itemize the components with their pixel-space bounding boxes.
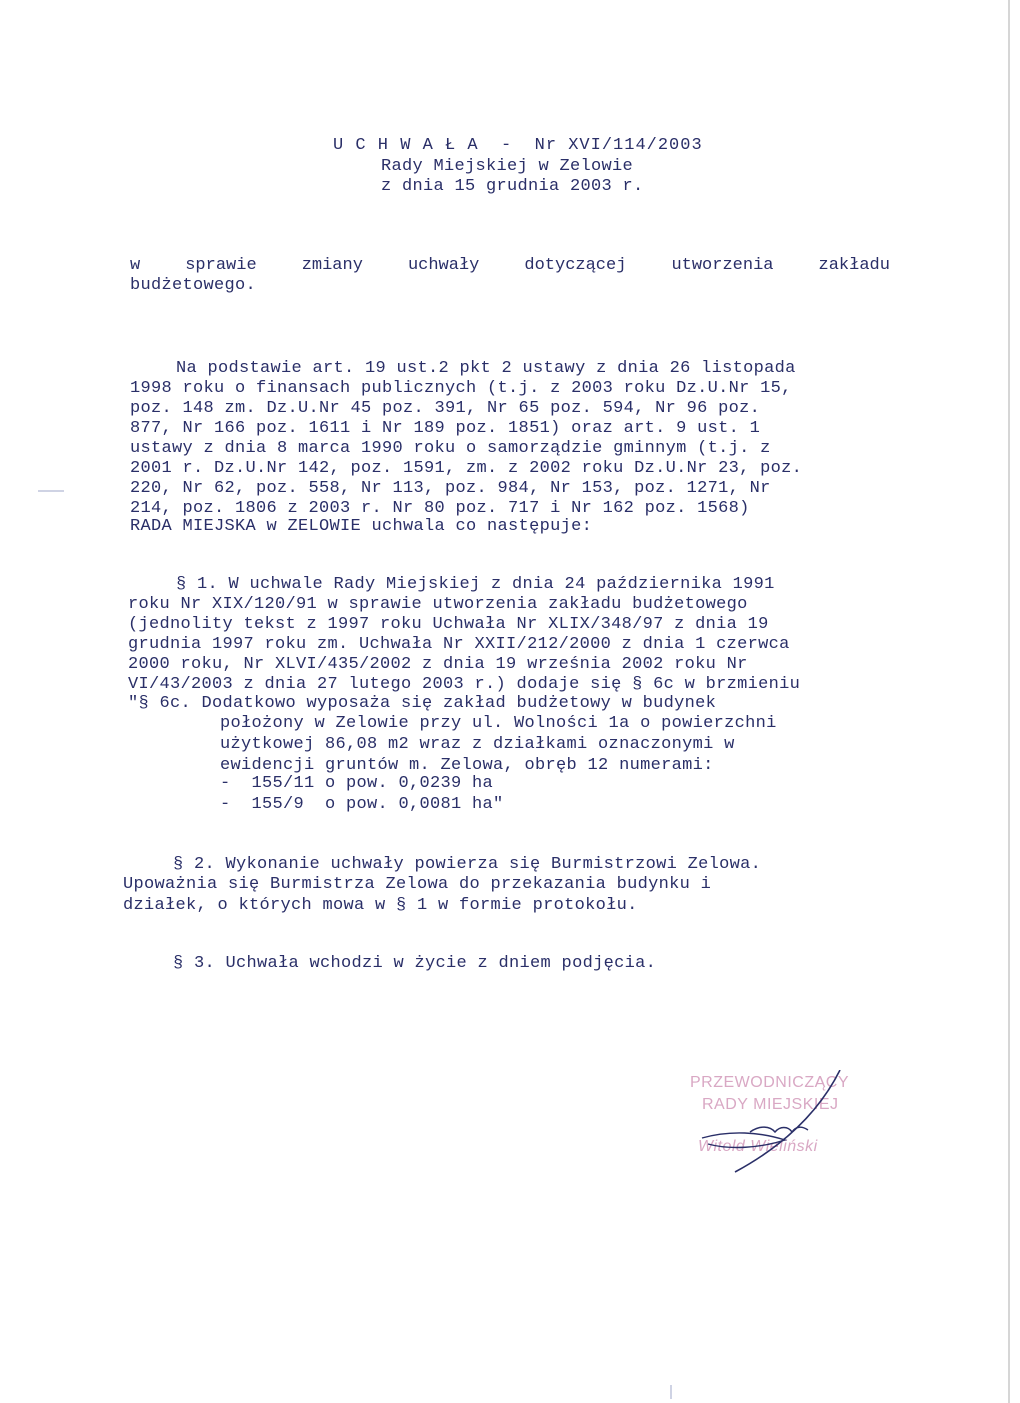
preamble-line: 877, Nr 166 poz. 1611 i Nr 189 poz. 1851) oraz art. 9 ust. 1 — [130, 419, 761, 438]
document-title: U C H W A Ł A - Nr XVI/114/2003 — [333, 136, 703, 155]
scan-mark-bottom — [670, 1385, 672, 1399]
subject-word: uchwały — [407, 256, 480, 275]
scan-mark — [38, 490, 64, 492]
stamp-name: Witold Wieliński — [698, 1138, 818, 1155]
section1-line: 2000 roku, Nr XLVI/435/2002 z dnia 19 września 2002 roku Nr — [128, 655, 748, 674]
subject-word: dotyczącej — [524, 256, 627, 275]
subject-word: zmiany — [301, 256, 363, 275]
subject-word: w — [130, 256, 141, 275]
preamble-line: 220, Nr 62, poz. 558, Nr 113, poz. 984, Nr 153, poz. 1271, Nr — [130, 479, 771, 498]
section2-line: Upoważnia się Burmistrza Zelowa do przekazania budynku i — [123, 875, 712, 894]
stamp-line-2: RADY MIEJSKIEJ — [702, 1096, 839, 1113]
signature-icon — [690, 1070, 880, 1180]
section1-line: ewidencji gruntów m. Zelowa, obręb 12 numerami: — [220, 756, 714, 775]
parcel-list-item: - 155/11 o pow. 0,0239 ha — [220, 774, 494, 793]
preamble-line: ustawy z dnia 8 marca 1990 roku o samorządzie gminnym (t.j. z — [130, 439, 771, 458]
chairman-stamp — [690, 1070, 880, 1180]
preamble-line: 1998 roku o finansach publicznych (t.j. z 2003 roku Dz.U.Nr 15, — [130, 379, 792, 398]
subject-line-1 — [130, 256, 890, 276]
preamble-line: poz. 148 zm. Dz.U.Nr 45 poz. 391, Nr 65 poz. 594, Nr 96 poz. — [130, 399, 761, 418]
preamble-line: RADA MIEJSKA w ZELOWIE uchwala co następuje: — [130, 517, 593, 536]
section1-line: "§ 6c. Dodatkowo wyposaża się zakład budżetowy w budynek — [128, 694, 717, 713]
preamble-line: 214, poz. 1806 z 2003 r. Nr 80 poz. 717 i Nr 162 poz. 1568) — [130, 499, 750, 518]
parcel-list-item: - 155/9 o pow. 0,0081 ha" — [220, 795, 504, 814]
section2-line: działek, o których mowa w § 1 w formie protokołu. — [123, 896, 638, 915]
subject-word: sprawie — [185, 256, 257, 275]
preamble-line: Na podstawie art. 19 ust.2 pkt 2 ustawy z dnia 26 listopada — [176, 359, 796, 378]
section1-line: roku Nr XIX/120/91 w sprawie utworzenia zakładu budżetowego — [128, 595, 748, 614]
section1-line: położony w Zelowie przy ul. Wolności 1a o powierzchni — [220, 714, 777, 733]
scan-right-edge — [1008, 0, 1010, 1403]
section1-line: § 1. W uchwale Rady Miejskiej z dnia 24 października 1991 — [176, 575, 775, 594]
section1-line: (jednolity tekst z 1997 roku Uchwała Nr XLIX/348/97 z dnia 19 — [128, 615, 769, 634]
subject-word: zakładu — [818, 256, 890, 275]
subject-line-2: budżetowego. — [130, 276, 257, 295]
preamble-line: 2001 r. Dz.U.Nr 142, poz. 1591, zm. z 2002 roku Dz.U.Nr 23, poz. — [130, 459, 803, 478]
subject-word: utworzenia — [671, 256, 774, 275]
section2-line: § 2. Wykonanie uchwały powierza się Burmistrzowi Zelowa. — [173, 855, 762, 874]
section3-line: § 3. Uchwała wchodzi w życie z dniem podjęcia. — [173, 954, 657, 973]
stamp-line-1: PRZEWODNICZĄCY — [690, 1074, 849, 1091]
section1-line: użytkowej 86,08 m2 wraz z działkami oznaczonymi w — [220, 735, 735, 754]
section1-line: grudnia 1997 roku zm. Uchwała Nr XXII/212/2000 z dnia 1 czerwca — [128, 635, 790, 654]
section1-line: VI/43/2003 z dnia 27 lutego 2003 r.) dodaje się § 6c w brzmieniu — [128, 675, 801, 694]
issuer: Rady Miejskiej w Zelowie — [381, 157, 634, 176]
document-date: z dnia 15 grudnia 2003 r. — [381, 177, 644, 196]
